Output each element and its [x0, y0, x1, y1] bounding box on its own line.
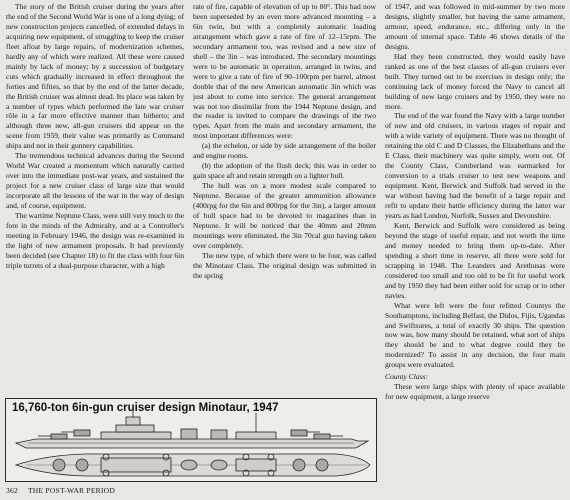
paragraph: (b) the adoption of the flush deck; this was in order to gain space aft and retain strength on a lighter hull.: [193, 161, 376, 181]
paragraph: The end of the war found the Navy with a large number of new and old cruisers, in various stages of repair and with a wide variety of equipment. There was no thought of retaining the old C and D Classes, the Elizabethans and the E Class, their machinery was quite simply, worn out. Of the County Class, Cumberland was earmarked for conversion to a trials cruiser to test new weapons and equipment. Kent, Berwick and Suffolk had served in the war without having had the benefit of a large repair and refit to update their battle efficiency during the latter war years as had London, Norfolk, Sussex and Devonshire.: [385, 111, 565, 221]
paragraph: Kent, Berwick and Suffolk were considered as being beyond the stage of useful repair, and not worth the time and money needed to bring them up-to-date. After spending a short time in reserve, all three were sold for scrapping in 1948. The Leanders and Arethusas were considered too small and too old to be fit for useful work and by 1950 they had been either sold for scrap or to other navies.: [385, 220, 565, 300]
paragraph: (a) the echelon, or side by side arrangement of the boiler and engine rooms.: [193, 141, 376, 161]
paragraph: The story of the British cruiser during the years after the end of the Second World War is one of a long dying; of new construction projects cancelled, of extended delays in acquiring new equipment, of struggling to keep the cruiser fleet afloat by large repairs, of modernization schemes, hardly any of which were realized. All these were caused mainly by lack of money; by a succession of budgetary cuts which gradually increased in effect throughout the forties and fifties, so that by the end of the latter decade, the British cruiser was almost dead. Its place was taken by a number of types which performed the late war cruiser rôle in a far more effective manner than hitherto; and although three new, all-gun cruisers did appear on the scene from 1959, their value was primarily as Command ships and not in their gunnery capabilities.: [6, 2, 184, 151]
paragraph: of 1947, and was followed in mid-summer by two more designs, slightly smaller, but having the same armament, armour, speed, endurance, etc., differing only in the amount of internal space. Table 46 shows details of the designs.: [385, 2, 565, 51]
running-title: THE POST-WAR PERIOD: [27, 486, 116, 495]
text-column-3: [385, 2, 565, 480]
paragraph: The new type, of which there were to be four, was called the Minotaur Class. The original design was submitted in the spring: [193, 250, 376, 280]
section-heading: County Class:: [385, 372, 428, 382]
paragraph: The tremendous technical advances during the Second World War created a momentum which naturally carried over into the immediate post-war years, and sustained the project for a new cruiser class of large size that would incorporate all the lessons of the war in the way of design and, of course, equipment.: [6, 151, 184, 211]
paragraph: What were left were the four refitted Countys the Southamptons, including Belfast, the Didos, Fijis, Ugandas and Swiftsures, a total of exactly 30 ships. The question now was, how many should be retained, what sort of ships they should be and to what degree could they be modernized? To assist in any decision, the four main groups were evaluated.: [385, 300, 565, 370]
figure-title: 16,760-ton 6in-gun cruiser design Minotaur, 1947: [12, 402, 279, 414]
page-number: 362: [6, 486, 18, 495]
paragraph: These were large ships with plenty of space available for new equipment, a large reserve: [385, 382, 565, 402]
text-column-2: [193, 2, 376, 392]
ship-plan-drawing: [16, 454, 370, 476]
paragraph: The wartime Neptune Class, were still very much to the fore in the minds of the Admiralty, and at a Controller's meeting in February 1946, the design was re-examined in the light of new armament proposals. It had previously been decided (see Chapter 18) to fit the class with four 6in triple turrets of a dual-purpose character, with a high: [6, 211, 184, 270]
text-column-1: [6, 2, 184, 320]
ship-profile-drawing: [16, 407, 368, 448]
ship-drawing-figure: [5, 398, 377, 482]
paragraph: Had they been constructed, they would easily have ranked as one of the best classes of all-gun cruisers ever built. They turned out to be exercises in design only; the continuing lack of money forced the Navy to cancel all building of new large cruisers and by 1950, they were no more.: [385, 51, 565, 111]
paragraph: rate of fire, capable of elevation of up to 80°. This had now been superseded by an even more advanced mounting – a 6in twin, but with a completely automatic loading arrangement which gave a rate of fire of 12–15rpm. The secondary armament too, was revised and a new size of shell – the 3in – was introduced. The secondary mountings were to be automatic in operation, arranged in twins, and were to give a rate of fire of 90–100rpm per barrel, almost double that of the new American automatic 3in which was just about to come into service. The general arrangement was not too dissimilar from the 1944 Neptune design, and the reader is invited to compare the drawings of the two types. Apart from the main and secondary armament, the most important differences were:: [193, 2, 376, 141]
page-footer: [6, 486, 123, 495]
ship-drawing: [6, 399, 378, 483]
paragraph: The hull was on a more modest scale compared to Neptune. Because of the greater ammunition allowance (400rpg for the 6in and 800rpg for the 3in), a larger amount of hull space had to be devoted to magazines than in Neptune. It will be noticed that the 40mm and 20mm mountings were eliminated, the 3in 70cal gun having taken over completely.: [193, 181, 376, 250]
